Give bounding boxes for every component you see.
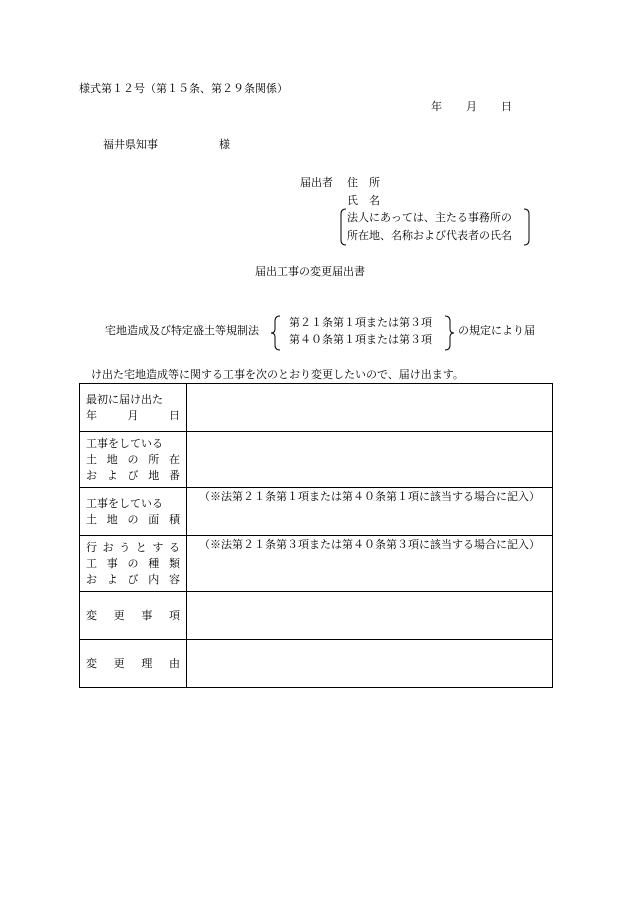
corporate-note-line2: 所在地、名称および代表者の氏名: [347, 229, 512, 242]
article-options-right-brace: [443, 315, 455, 351]
site-location-label: 工事をしている 土 地 の 所 在 お よ び 地 番: [80, 432, 187, 488]
site-area-value[interactable]: [187, 488, 553, 536]
address-label: 住 所: [347, 176, 380, 189]
date-day-label: 日: [501, 100, 512, 113]
work-type-note: （※法第２１条第３項または第４０条第３項に該当する場合に記入）: [199, 538, 540, 551]
article-option-2: 第４０条第１項または第３項: [289, 333, 432, 346]
site-location-value[interactable]: [187, 432, 553, 488]
change-notification-table: [79, 383, 553, 688]
name-label: 氏 名: [347, 194, 380, 207]
work-type-label: 行 お う と す る 工 事 の 種 類 お よ び 内 容: [80, 536, 187, 592]
notifier-label: 届出者: [300, 176, 333, 189]
document-title: 届出工事の変更届出書: [255, 265, 365, 278]
table-row: [80, 592, 553, 640]
initial-notification-date-label: 最初に届け出た 年 月 日: [80, 384, 187, 432]
form-number: 様式第１２号（第１５条、第２９条関係）: [79, 82, 288, 95]
site-area-note: （※法第２１条第１項または第４０条第１項に該当する場合に記入）: [199, 490, 540, 503]
article-options-left-brace: [270, 315, 282, 351]
body-continuation: け出た宅地造成等に関する工事を次のとおり変更したいので、届け出ます。: [91, 368, 464, 381]
corporate-note-left-bracket: [339, 208, 347, 246]
change-items-label: 変 更 事 項: [80, 592, 187, 640]
date-year-label: 年: [431, 100, 442, 113]
site-area-label: 工事をしている 土 地 の 面 積: [80, 488, 187, 536]
addressee-honorific: 様: [219, 138, 230, 151]
law-name: 宅地造成及び特定盛土等規制法: [105, 324, 259, 337]
table-row: [80, 536, 553, 592]
corporate-note-right-bracket: [523, 208, 531, 246]
change-reason-value[interactable]: [187, 640, 553, 688]
corporate-note-line1: 法人にあっては、主たる事務所の: [347, 211, 512, 224]
table-row: [80, 432, 553, 488]
work-type-value[interactable]: [187, 536, 553, 592]
table-row: [80, 640, 553, 688]
initial-notification-date-value[interactable]: [187, 384, 553, 432]
change-items-value[interactable]: [187, 592, 553, 640]
change-reason-label: 変 更 理 由: [80, 640, 187, 688]
table-row: [80, 488, 553, 536]
body-suffix: の規定により届: [458, 324, 535, 337]
article-option-1: 第２１条第１項または第３項: [289, 316, 432, 329]
addressee-name: 福井県知事: [103, 138, 158, 151]
date-month-label: 月: [466, 100, 477, 113]
table-row: [80, 384, 553, 432]
